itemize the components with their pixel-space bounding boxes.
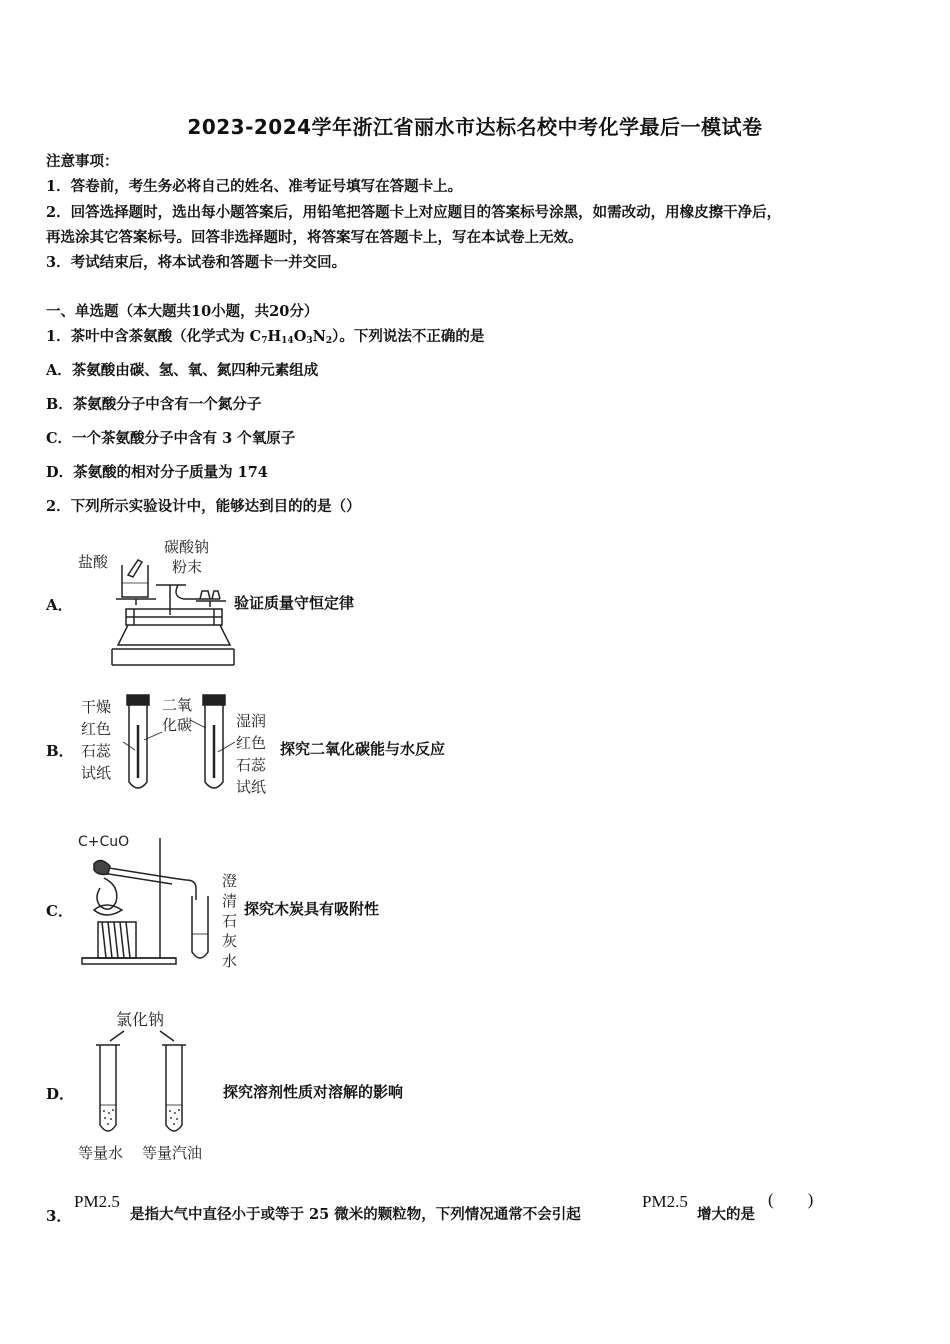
q3-number: 3．	[46, 1207, 72, 1225]
section-heading: 一、单选题（本大题共10小题，共20分）	[46, 303, 319, 320]
fig-label: 红色	[236, 734, 267, 752]
fig-label: 氯化钠	[116, 1010, 165, 1029]
q3-text: 是指大气中直径小于或等于 25 微米的颗粒物，下列情况通常不会引起	[130, 1206, 581, 1223]
fig-label: 澄	[222, 872, 238, 890]
carbon-reduction-figure	[76, 830, 246, 970]
pm25-term: PM2.5	[74, 1192, 120, 1211]
fig-label: 石蕊	[81, 742, 112, 760]
fig-label: 试纸	[236, 778, 267, 796]
q2-option-b-caption: 探究二氧化碳能与水反应	[280, 740, 446, 758]
fig-label: 干燥	[81, 698, 112, 716]
notice-item: 1．答卷前，考生务必将自己的姓名、准考证号填写在答题卡上。	[46, 178, 463, 195]
solubility-figure	[76, 1005, 226, 1165]
q1-option-b: B．茶氨酸分子中含有一个氮分子	[46, 396, 262, 413]
fig-label: 粉末	[172, 558, 203, 576]
fig-label: 灰	[222, 932, 238, 950]
notice-heading: 注意事项：	[46, 153, 119, 170]
q2-option-c-caption: 探究木炭具有吸附性	[244, 900, 380, 918]
q3-text-end: 增大的是	[697, 1206, 755, 1223]
fig-label: 等量汽油	[142, 1144, 203, 1162]
q1-option-c: C．一个茶氨酸分子中含有 3 个氧原子	[46, 430, 296, 447]
q2-option-a-letter: A．	[46, 596, 73, 614]
answer-blank: ( )	[768, 1190, 814, 1209]
fig-label: 碳酸钠	[164, 538, 210, 556]
q2-option-d-letter: D．	[46, 1085, 75, 1103]
q1-option-d: D．茶氨酸的相对分子质量为 174	[46, 464, 268, 481]
notice-item: 3．考试结束后，将本试卷和答题卡一并交回。	[46, 254, 347, 271]
page-title: 2023-2024学年浙江省丽水市达标名校中考化学最后一模试卷	[187, 115, 763, 139]
q2-option-c-letter: C．	[46, 902, 73, 920]
fig-label: 红色	[81, 720, 112, 738]
q2-option-a-caption: 验证质量守恒定律	[234, 594, 355, 612]
notice-item: 再选涂其它答案标号。回答非选择题时，将答案写在答题卡上，写在本试卷上无效。	[46, 229, 583, 246]
fig-label: 清	[222, 892, 238, 910]
fig-label: 石	[222, 912, 238, 930]
balance-figure	[78, 535, 238, 670]
fig-label: C+CuO	[78, 834, 130, 850]
q1-option-a: A．茶氨酸由碳、氢、氧、氮四种元素组成	[46, 362, 319, 379]
fig-label: 化碳	[162, 716, 193, 734]
q2-option-d-caption: 探究溶剂性质对溶解的影响	[223, 1083, 404, 1101]
test-tube-figure	[78, 690, 278, 800]
fig-label: 水	[222, 952, 238, 970]
fig-label: 石蕊	[236, 756, 267, 774]
pm25-term: PM2.5	[642, 1192, 688, 1211]
fig-label: 二氧	[162, 696, 193, 714]
q2-option-b-letter: B．	[46, 742, 74, 760]
fig-label: 湿润	[236, 712, 267, 730]
q2-stem: 2．下列所示实验设计中，能够达到目的的是（）	[46, 498, 361, 515]
q1-stem: 1．茶叶中含茶氨酸（化学式为 $C_7H_{14}O_3N_2$）。下列说法不正确的是	[46, 328, 485, 346]
fig-label: 等量水	[78, 1144, 124, 1162]
notice-item: 2．回答选择题时，选出每小题答案后，用铅笔把答题卡上对应题目的答案标号涂黑，如需改动，用橡皮擦干净后，	[46, 204, 782, 221]
fig-label: 试纸	[81, 764, 112, 782]
fig-label: 盐酸	[78, 553, 109, 571]
